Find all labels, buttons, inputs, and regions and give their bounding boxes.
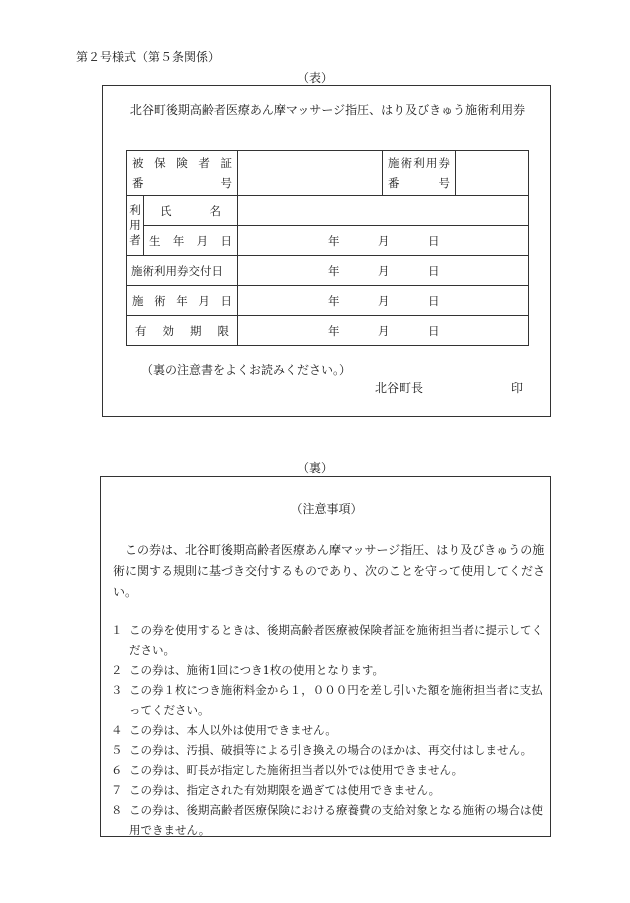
notice-intro: この券は、北谷町後期高齢者医療あん摩マッサージ指圧、はり及びきゅうの施術に関する規則に基づき交付するものであり、次のことを守って使用してください。 xyxy=(113,543,546,599)
ticket-label-char: 施 xyxy=(388,156,400,170)
notice-item xyxy=(111,740,551,760)
notice-item-text: この券は、汚損、破損等による引き換えの場合のほかは、再交付はしません。 xyxy=(129,743,533,757)
insured-label-char: 被 xyxy=(132,156,144,170)
expiry-label-char: 効 xyxy=(162,323,174,338)
notice-item-number: １ xyxy=(111,623,123,637)
notice-item-number: ８ xyxy=(111,803,123,817)
notice-item-text: この券１枚につき施術料金から１，０００円を差し引いた額を施術担当者に支払ってください。 xyxy=(129,683,543,717)
expiry-label-char: 限 xyxy=(217,323,229,338)
notice-item-text: この券は、施術1回につき1枚の使用となります。 xyxy=(129,663,384,677)
birthdate-label-cell xyxy=(144,226,238,256)
notice-title: （注意事項） xyxy=(290,502,363,516)
ticket-label-2-char: 号 xyxy=(438,176,450,190)
insured-label-char: 証 xyxy=(220,156,232,170)
back-section-label: （裏） xyxy=(296,461,333,475)
ticket-number-field[interactable] xyxy=(456,151,529,196)
user-vertical-char: 用 xyxy=(129,218,141,232)
treatment-date-label-char: 月 xyxy=(198,293,210,308)
name-label-char: 氏 xyxy=(160,203,172,218)
notice-item-number: ５ xyxy=(111,743,123,757)
ticket-label-char: 用 xyxy=(425,156,438,170)
front-card xyxy=(102,85,551,417)
ticket-number-label-cell xyxy=(383,151,456,196)
birth-label-char: 年 xyxy=(172,233,185,248)
notice-item xyxy=(111,660,551,680)
notice-item-text: この券は、後期高齢者医療保険における療養費の支給対象となる施術の場合は使用できません。 xyxy=(129,803,543,837)
notice-item-text: この券は、町長が指定した施術担当者以外では使用できません。 xyxy=(129,763,464,777)
notice-list xyxy=(111,620,551,840)
insured-label-char: 者 xyxy=(198,156,210,170)
notice-item xyxy=(111,680,551,720)
ticket-label-char: 利 xyxy=(413,156,425,170)
issue-date-label-cell: 施術利用券交付日 xyxy=(127,256,238,286)
treatment-date-label-char: 術 xyxy=(154,293,166,308)
name-label-char: 名 xyxy=(209,203,221,218)
user-vertical-label xyxy=(127,196,144,256)
notice-item-text: この券は、指定された有効期限を過ぎては使用できません。 xyxy=(129,783,441,797)
expiry-date-field[interactable]: 年 月 日 xyxy=(238,316,529,346)
notice-item xyxy=(111,800,551,840)
notice-item-number: ３ xyxy=(111,683,123,697)
insured-label-2-char: 番 xyxy=(132,176,144,190)
notice-item-number: ２ xyxy=(111,663,123,677)
birth-label-char: 日 xyxy=(220,233,232,248)
front-title: 北谷町後期高齢者医療あん摩マッサージ指圧、はり及びきゅう施術利用券 xyxy=(129,103,526,117)
ticket-label-char: 券 xyxy=(438,156,450,170)
insured-label-2-char: 号 xyxy=(220,176,232,190)
treatment-date-label-cell xyxy=(127,286,238,316)
read-back-note: （裏の注意書をよくお読みください。） xyxy=(141,363,352,377)
expiry-label-cell xyxy=(127,316,238,346)
expiry-label-char: 期 xyxy=(190,323,202,338)
name-field[interactable] xyxy=(238,196,529,226)
notice-item xyxy=(111,720,551,740)
insured-number-field[interactable] xyxy=(238,151,383,196)
mayor-signature-label: 北谷町長 xyxy=(375,381,424,395)
ticket-label-char: 術 xyxy=(400,156,413,170)
insured-label-char: 保 xyxy=(154,156,166,170)
insured-number-label-cell xyxy=(127,151,238,196)
notice-item-text: この券は、本人以外は使用できません。 xyxy=(129,723,337,737)
notice-item xyxy=(111,780,551,800)
ticket-info-table xyxy=(126,150,529,346)
expiry-label-char: 有 xyxy=(135,323,147,338)
user-vertical-char: 者 xyxy=(129,233,141,247)
name-label-cell xyxy=(144,196,238,226)
birth-label-char: 生 xyxy=(149,233,161,248)
notice-item-number: ７ xyxy=(111,783,123,797)
front-section-label: （表） xyxy=(296,71,333,85)
issue-date-field[interactable]: 年 月 日 xyxy=(238,256,529,286)
form-number-label: 第２号様式（第５条関係） xyxy=(76,50,221,64)
notice-item-text: この券を使用するときは、後期高齢者医療被保険者証を施術担当者に提示してください。 xyxy=(129,623,543,657)
treatment-date-field[interactable]: 年 月 日 xyxy=(238,286,529,316)
birthdate-field[interactable]: 年 月 日 xyxy=(238,226,529,256)
notice-item xyxy=(111,760,551,780)
birth-label-char: 月 xyxy=(196,233,209,248)
notice-item-number: ４ xyxy=(111,723,123,737)
back-card xyxy=(100,476,551,837)
ticket-label-2-char: 番 xyxy=(388,176,400,190)
seal-mark: 印 xyxy=(511,381,524,395)
insured-label-char: 険 xyxy=(176,156,188,170)
notice-item xyxy=(111,620,551,660)
treatment-date-label-char: 日 xyxy=(220,293,232,308)
treatment-date-label-char: 施 xyxy=(132,293,144,308)
treatment-date-label-char: 年 xyxy=(176,293,188,308)
user-vertical-char: 利 xyxy=(129,203,141,217)
notice-item-number: ６ xyxy=(111,763,123,777)
